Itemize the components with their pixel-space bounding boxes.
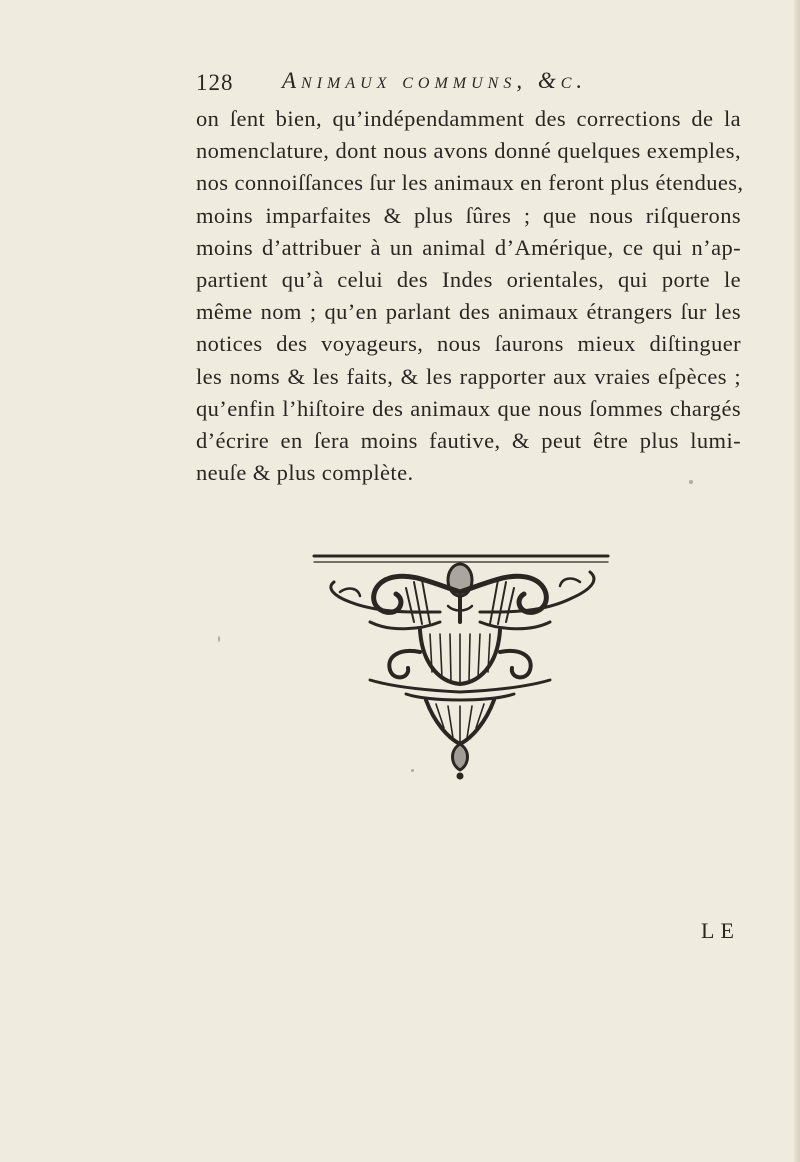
page-edge <box>794 0 800 1162</box>
text-line: nomenclature, dont nous avons donné quelques exemples, <box>196 138 741 164</box>
text-line: les noms & les faits, & les rapporter aux vraies eſpèces ; <box>196 363 741 389</box>
running-title: Animaux communs, &c. <box>282 68 588 93</box>
page-number: 128 <box>196 70 234 95</box>
paper-speck <box>411 769 414 772</box>
paper-speck <box>689 480 693 484</box>
catchword: LE <box>701 918 740 943</box>
text-line: neuſe & plus complète. <box>196 460 414 486</box>
text-line: même nom ; qu’en parlant des animaux étrangers ſur les <box>196 299 741 325</box>
text-line: moins d’attribuer à un animal d’Amérique, ce qui n’ap- <box>196 234 741 260</box>
cul-de-lampe-ornament-icon <box>310 552 610 782</box>
running-head <box>196 66 756 106</box>
paper-speck <box>218 636 220 642</box>
text-line: partient qu’à celui des Indes orientales, qui porte le <box>196 267 741 293</box>
text-line: qu’enfin l’hiſtoire des animaux que nous ſommes chargés <box>196 395 741 421</box>
body-paragraph <box>196 103 744 489</box>
text-line: nos connoiſſances ſur les animaux en feront plus étendues, <box>196 170 744 196</box>
text-line: d’écrire en ſera moins fautive, & peut être plus lumi- <box>196 428 741 454</box>
text-line: moins imparfaites & plus ſûres ; que nous riſquerons <box>196 202 741 228</box>
text-line: on ſent bien, qu’indépendamment des corrections de la <box>196 106 741 131</box>
text-line: notices des voyageurs, nous ſaurons mieux diſtinguer <box>196 331 741 357</box>
